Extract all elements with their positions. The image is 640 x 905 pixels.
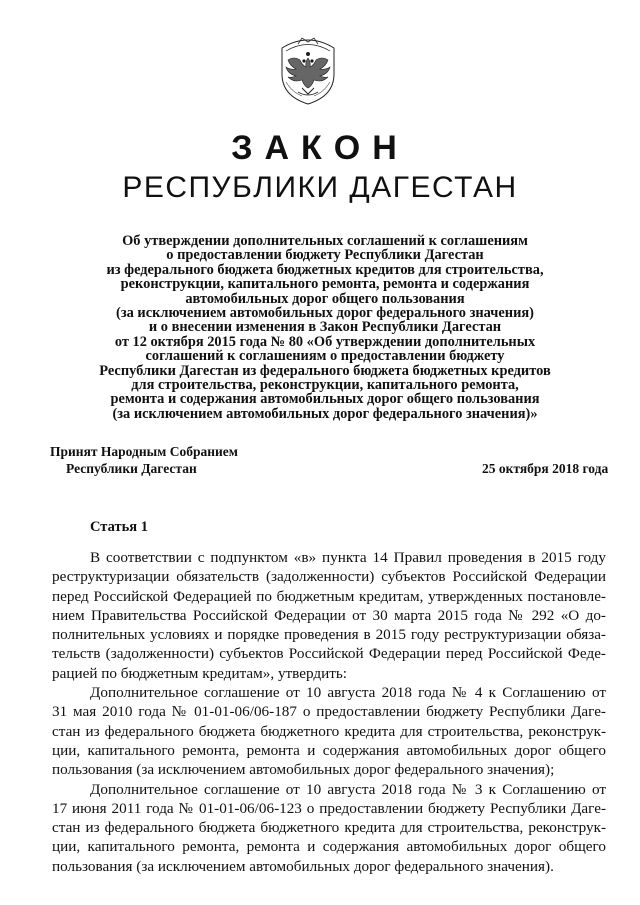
law-name-line: и о внесении изменения в Закон Республики Дагестан (148, 319, 502, 336)
body-line: 17 июня 2011 года № 01-01-06/06-123 о предоставлении бюджету Республики Даге- (52, 799, 606, 817)
adopted-date: 25 октября 2018 года (482, 461, 609, 476)
law-name-line: Об утверждении дополнительных соглашений к соглашениям (122, 233, 528, 249)
law-name-line: о предоставлении бюджету Республики Дагестан (166, 247, 484, 264)
body-line: 31 мая 2010 года № 01-01-06/06-187 о предоставлении бюджету Республики Даге- (52, 703, 606, 721)
law-name-line: Республики Дагестан из федерального бюджета бюджетных кредитов (99, 362, 551, 379)
body-line: Дополнительное соглашение от 10 августа 2018 года № 3 к Соглашению от (90, 780, 606, 798)
body-line: рацией по бюджетным кредитам», утвердить: (52, 664, 348, 682)
document-title: ЗАКОН (231, 129, 409, 167)
law-name-line: для строительства, реконструкции, капитального ремонта, (131, 377, 519, 394)
document-subtitle: РЕСПУБЛИКИ ДАГЕСТАН (122, 171, 518, 204)
law-name-line: соглашений к соглашениям о предоставлении бюджету (145, 348, 505, 365)
body-line: перед Российской Федерацией по бюджетным кредитам, утвержденных постановле- (52, 587, 606, 605)
body-line: ции, капитального ремонта, ремонта и содержания автомобильных дорог общего (52, 741, 606, 759)
law-name-line: (за исключением автомобильных дорог федерального значения) (116, 305, 534, 322)
law-name (60, 234, 590, 421)
body-line: нием Правительства Российской Федерации от 30 марта 2015 года № 292 «О до- (52, 606, 606, 624)
body-line: тельств (задолженности) субъектов Российской Федерации перед Российской Феде- (52, 645, 606, 663)
body-line: пользования (за исключением автомобильных дорог федерального значения); (52, 761, 555, 779)
law-name-line: автомобильных дорог общего пользования (185, 290, 465, 307)
body-line: ции, капитального ремонта, ремонта и содержания автомобильных дорог общего (52, 838, 606, 856)
law-name-line: реконструкции, капитального ремонта, ремонта и содержания (120, 276, 530, 293)
body-line: полнительных условиях и порядке проведения в 2015 году реструктуризации обяза- (52, 626, 606, 644)
law-name-line: из федерального бюджета бюджетных кредитов для строительства, (106, 261, 544, 278)
body-line: пользования (за исключением автомобильных дорог федерального значения). (52, 857, 554, 875)
adopted-by (50, 443, 238, 477)
body-line: Дополнительное соглашение от 10 августа 2018 года № 4 к Соглашению от (90, 684, 606, 702)
adopted-by-line: Принят Народным Собранием (50, 444, 238, 459)
coat-of-arms-emblem (276, 34, 340, 106)
body-line: стан из федерального бюджета бюджетного кредита для строительства, реконструк- (52, 722, 606, 740)
adopted-by-line: Республики Дагестан (66, 461, 197, 476)
article-body (52, 548, 606, 876)
law-name-line: ремонта и содержания автомобильных дорог общего пользования (110, 391, 540, 408)
body-line: стан из федерального бюджета бюджетного кредита для строительства, реконструк- (52, 819, 606, 837)
body-line: В соответствии с подпунктом «в» пункта 14 Правил проведения в 2015 году (90, 549, 606, 566)
law-name-line: от 12 октября 2015 года № 80 «Об утверждении дополнительных (114, 333, 536, 350)
article-heading: Статья 1 (90, 519, 148, 535)
body-line: реструктуризации обязательств (задолженности) субъектов Российской Федерации (52, 568, 606, 586)
law-name-line: (за исключением автомобильных дорог федерального значения)» (112, 405, 538, 422)
